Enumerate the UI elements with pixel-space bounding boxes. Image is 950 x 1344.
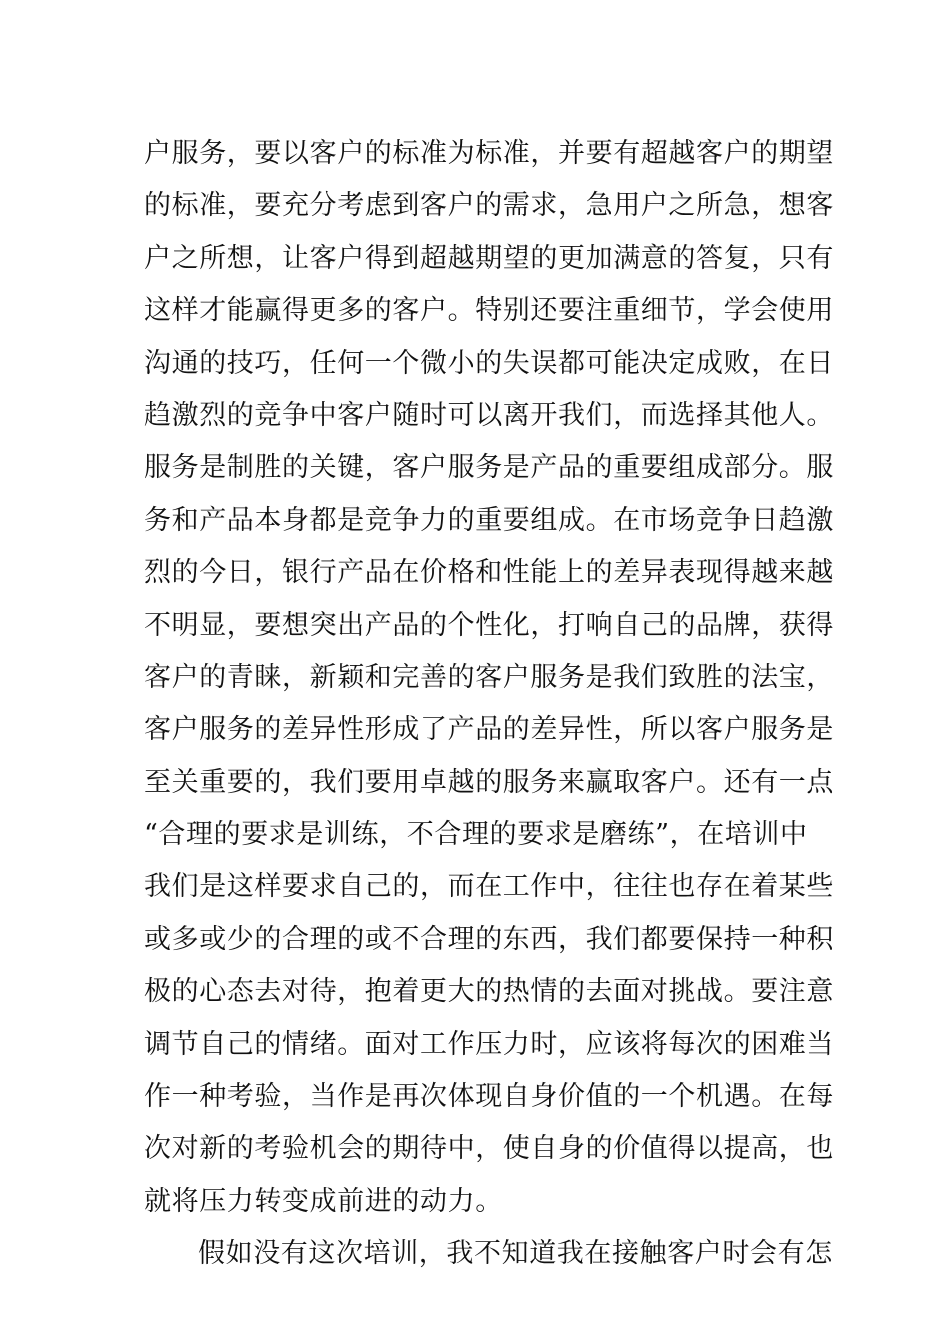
text-line: 的标准，要充分考虑到客户的需求，急用户之所急，想客 — [144, 190, 834, 222]
text-line: 这样才能赢得更多的客户。特别还要注重细节，学会使用 — [144, 295, 834, 327]
text-line: 沟通的技巧，任何一个微小的失误都可能决定成败，在日 — [144, 347, 834, 379]
text-line: 就将压力转变成前进的动力。 — [144, 1185, 503, 1217]
text-line: “合理的要求是训练，不合理的要求是磨练”，在培训中 — [144, 819, 808, 851]
text-line: 趋激烈的竞争中客户随时可以离开我们，而选择其他人。 — [144, 399, 834, 431]
text-line: 极的心态去对待，抱着更大的热情的去面对挑战。要注意 — [144, 976, 834, 1008]
text-line: 我们是这样要求自己的，而在工作中，往往也存在着某些 — [144, 871, 834, 903]
text-line: 至关重要的，我们要用卓越的服务来赢取客户。还有一点 — [144, 766, 834, 798]
text-line: 烈的今日，银行产品在价格和性能上的差异表现得越来越 — [144, 557, 834, 589]
text-line: 作一种考验，当作是再次体现自身价值的一个机遇。在每 — [144, 1081, 834, 1113]
text-line: 次对新的考验机会的期待中，使自身的价值得以提高，也 — [144, 1133, 834, 1165]
text-line: 户之所想，让客户得到超越期望的更加满意的答复，只有 — [144, 242, 834, 274]
text-line: 调节自己的情绪。面对工作压力时，应该将每次的困难当 — [144, 1028, 834, 1060]
text-line: 户服务，要以客户的标准为标准，并要有超越客户的期望 — [144, 138, 834, 169]
text-line: 务和产品本身都是竞争力的重要组成。在市场竞争日趋激 — [144, 504, 834, 536]
text-line: 不明显，要想突出产品的个性化，打响自己的品牌，获得 — [144, 609, 834, 641]
paragraph-first-line: 假如没有这次培训，我不知道我在接触客户时会有怎 — [198, 1238, 833, 1270]
text-line: 客户服务的差异性形成了产品的差异性，所以客户服务是 — [144, 714, 834, 746]
text-line: 或多或少的合理的或不合理的东西，我们都要保持一种积 — [144, 923, 834, 955]
text-line: 服务是制胜的关键，客户服务是产品的重要组成部分。服 — [144, 452, 834, 484]
body-text — [144, 128, 834, 1281]
text-line: 客户的青睐，新颖和完善的客户服务是我们致胜的法宝， — [144, 661, 834, 693]
